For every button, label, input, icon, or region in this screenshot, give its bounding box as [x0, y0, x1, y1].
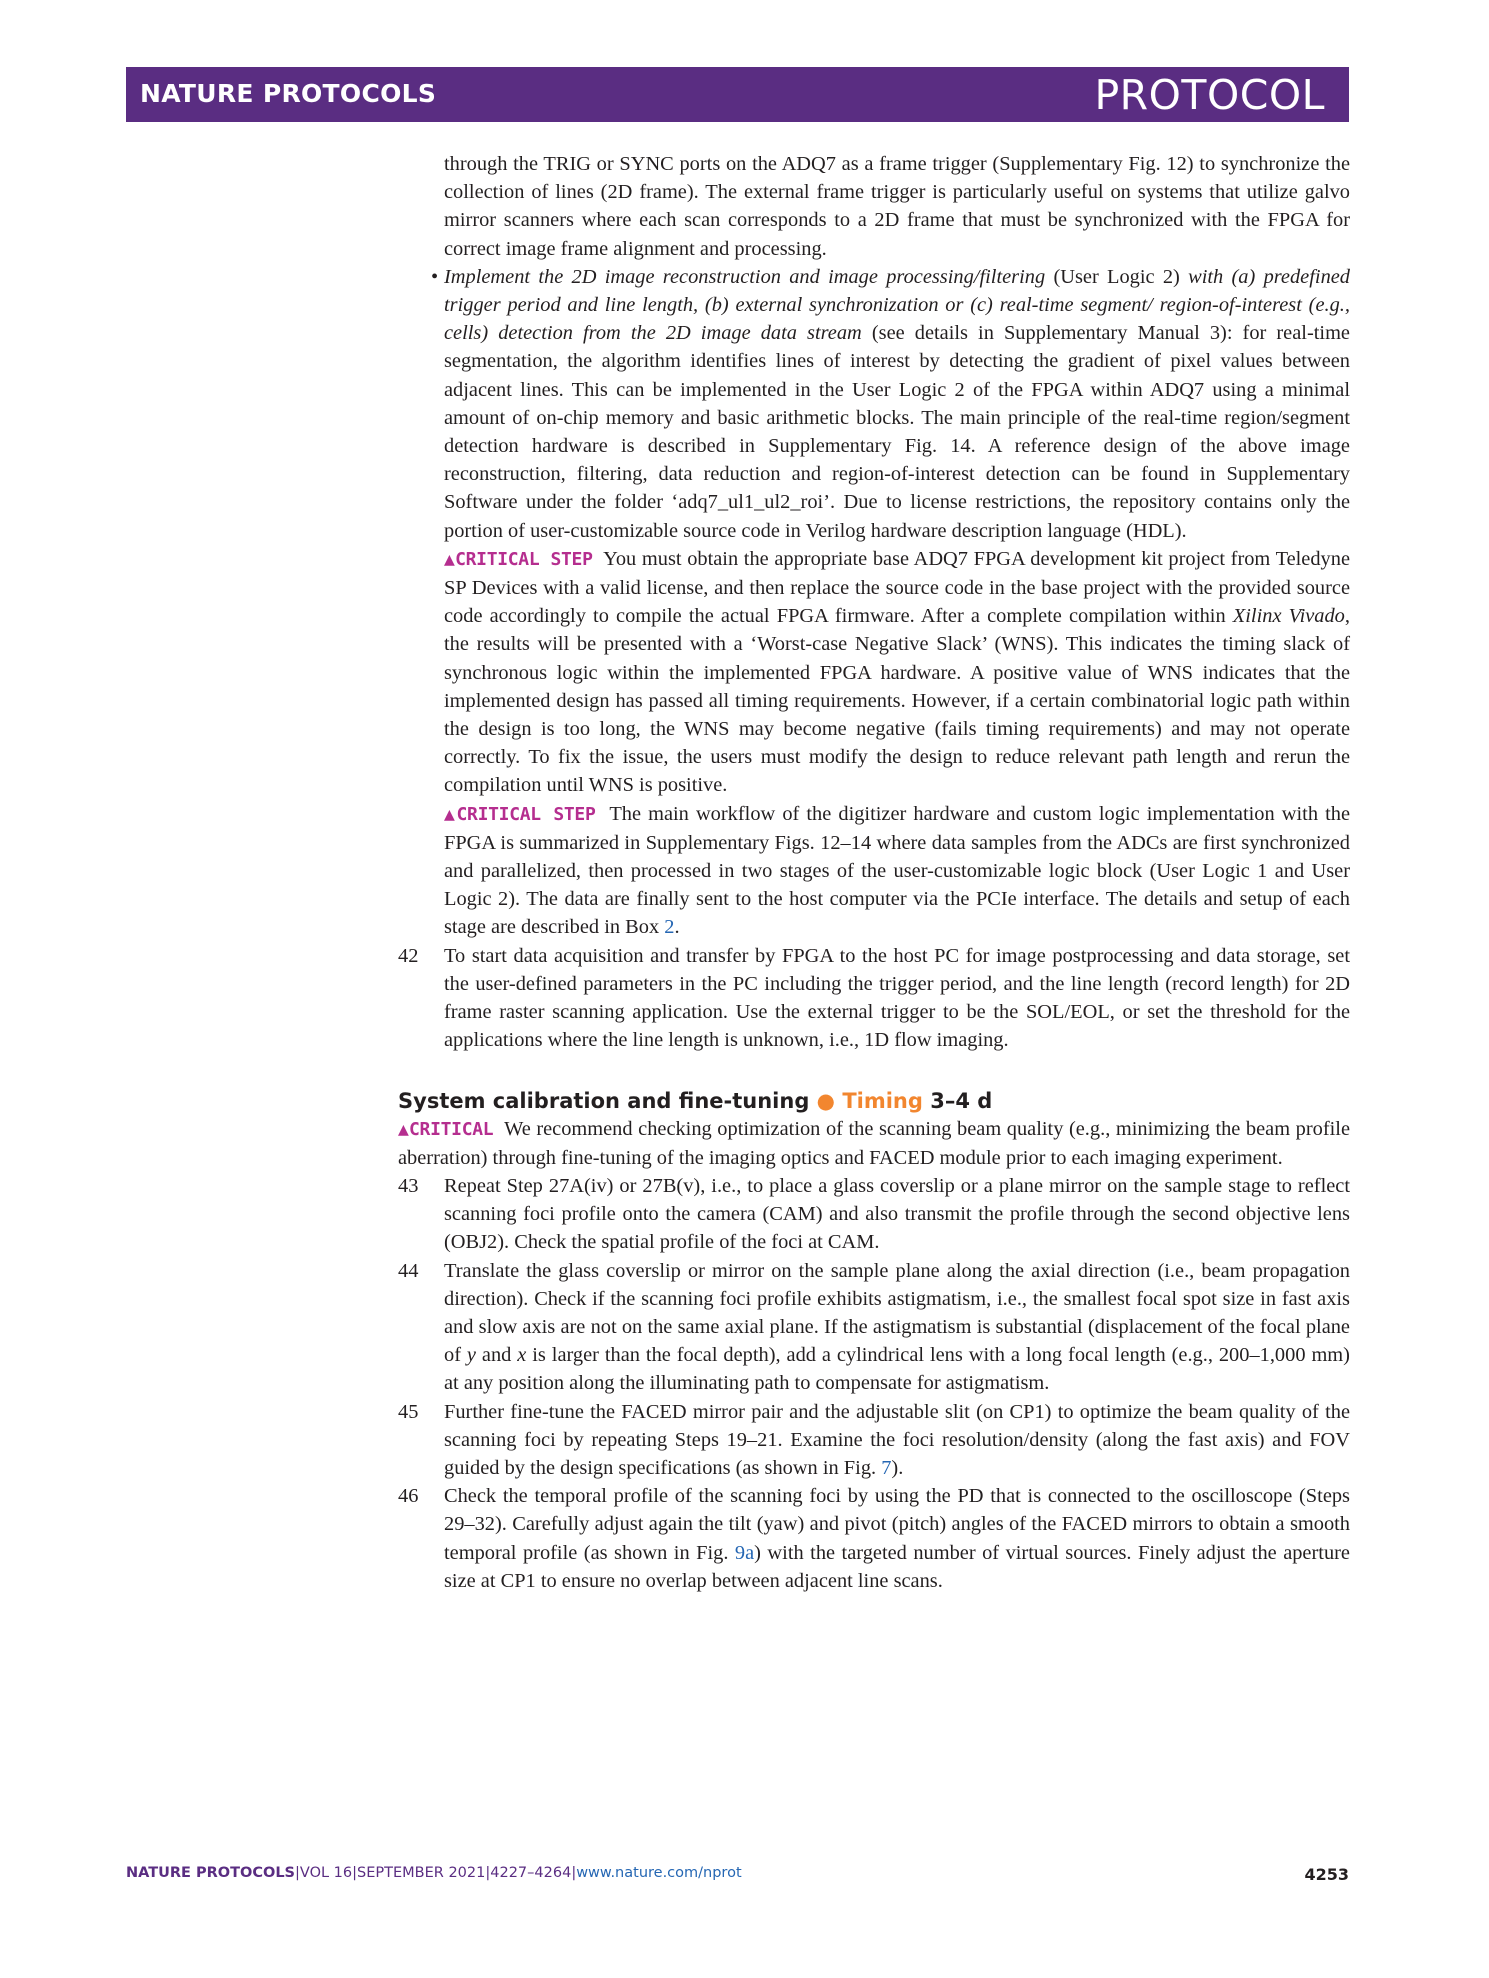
punct: ).: [891, 1456, 904, 1479]
punct: .: [674, 916, 680, 939]
critical-text: We recommend checking optimization of the scanning beam quality (e.g., minimizing the beam profile aberration) through fine-tuning of the imaging optics and FACED module prior to each imaging experiment.: [398, 1117, 1351, 1169]
step-number: 42: [398, 944, 419, 967]
critical-step-2: [398, 800, 1350, 942]
step-text-b: ) with the targeted number of virtual sources. Finely adjust the aperture size at CP1 to ensure no overlap between adjacent line scans.: [444, 1541, 1350, 1592]
timing-dot-icon: ●: [816, 1088, 835, 1113]
critical-note: [398, 1115, 1350, 1172]
critical-step-1-text: You must obtain the appropriate base ADQ7 FPGA development kit project from Teledyne SP Devices with a valid license, and then replace the source code in the base project with the provided source code accordingly to compile the actual FPGA firmware. After a complete compilation within: [444, 547, 1350, 628]
critical-step-2-text: The main workflow of the digitizer hardware and custom logic implementation with the FPGA is summarized in Supplementary Figs. 12–14 where data samples from the ADCs are first synchronized and parallelized, then processed in two stages of the user-customizable logic block (User Logic 1 and User Logic 2). The data are finally sent to the host computer via the PCIe interface. The details and setup of each stage are described in Box: [444, 802, 1351, 939]
footer-journal: NATURE PROTOCOLS: [126, 1865, 296, 1881]
var-x: x: [517, 1344, 527, 1367]
timing-label: Timing: [842, 1088, 923, 1113]
footer-url-link[interactable]: www.nature.com/nprot: [576, 1865, 742, 1881]
step-number: 45: [398, 1400, 419, 1423]
page-footer: [126, 1865, 1349, 1884]
sep: |: [295, 1865, 300, 1881]
var-y: y: [466, 1344, 476, 1367]
footer-pages: 4227–4264: [490, 1865, 572, 1881]
software-name: Xilinx Vivado: [1232, 605, 1345, 628]
step-text: Translate the glass coverslip or mirror on the sample plane along the axial direction (i.e., beam propagation direction). Check if the scanning foci profile exhibits astigmatism, i.e., the smallest focal spot size in fast axis and slow axis are not on the same axial plane. If the astigmatism is substantial (displacement of the focal plane of: [444, 1259, 1350, 1367]
critical-step-1: [398, 545, 1350, 800]
footer-date: SEPTEMBER 2021: [357, 1865, 486, 1881]
step-number: 43: [398, 1174, 419, 1197]
article-type: PROTOCOL: [1094, 71, 1325, 119]
footer-volume: VOL 16: [299, 1865, 353, 1881]
critical-label: ▲CRITICAL: [398, 1118, 494, 1140]
figure-link[interactable]: 7: [881, 1456, 892, 1479]
bullet-item: [398, 263, 1350, 545]
step-text: Check the temporal profile of the scanning foci by using the PD that is connected to the oscilloscope (Steps 29–32). Carefully adjust again the tilt (yaw) and pivot (pitch) angles of the FACED mirrors to obtain a smooth temporal profile (as shown in Fig.: [444, 1485, 1350, 1564]
step-text: To start data acquisition and transfer by FPGA to the host PC for image postprocessing and data storage, set the user-defined parameters in the PC including the trigger period, and the line length (record length) for 2D frame raster scanning application. Use the external trigger to be the SOL/EOL, or set the threshold for the applications where the line length is unknown, i.e., 1D flow imaging.: [444, 944, 1350, 1052]
bullet-italic-intro: Implement the 2D image reconstruction and image processing/filtering: [444, 265, 1046, 288]
step-text: Further fine-tune the FACED mirror pair and the adjustable slit (on CP1) to optimize the beam quality of the scanning foci by repeating Steps 19–21. Examine the foci resolution/density (along the fast axis) and FOV guided by the design specifications (as shown in Fig.: [444, 1400, 1350, 1479]
timing-value: 3–4 d: [930, 1088, 993, 1113]
box-link[interactable]: 2: [664, 916, 675, 939]
step-number: 44: [398, 1259, 419, 1282]
step-text-b: is larger than the focal depth), add a cylindrical lens with a long focal length (e.g., 200–1,000 mm) at any position along the illuminating path to compensate for astigmatism.: [444, 1344, 1350, 1395]
bullet-mid: (User Logic 2): [1053, 265, 1180, 288]
figure-link[interactable]: 9a: [734, 1541, 755, 1564]
step-44: [398, 1257, 1350, 1398]
bullet-icon: •: [431, 265, 439, 288]
step-43: [398, 1172, 1350, 1257]
continuation-paragraph: through the TRIG or SYNC ports on the ADQ7 as a frame trigger (Supplementary Fig. 12) to synchronize the collection of lines (2D frame). The external frame trigger is particularly useful on systems that utilize galvo mirror scanners where each scan corresponds to a 2D frame that must be synchronized with the FPGA for correct image frame alignment and processing.: [444, 153, 1350, 260]
sep: |: [571, 1865, 577, 1881]
step-text: Repeat Step 27A(iv) or 27B(v), i.e., to place a glass coverslip or a plane mirror on the sample stage to reflect scanning foci profile onto the camera (CAM) and also transmit the profile through the second objective lens (OBJ2). Check the spatial profile of the foci at CAM.: [444, 1174, 1350, 1254]
critical-step-1-text-b: , the results will be presented with a ‘Worst-case Negative Slack’ (WNS). This indicates the timing slack of synchronous logic within the implemented FPGA hardware. A positive value of WNS indicates that the implemented design has passed all timing requirements. However, if a certain combinatorial logic path within the design is too long, the WNS may become negative (fails timing requirements) and may not operate correctly. To fix the issue, the users must modify the design to reduce relevant path length and rerun the compilation until WNS is positive.: [444, 605, 1350, 797]
critical-step-label: ▲CRITICAL STEP: [444, 548, 593, 570]
step-45: [398, 1398, 1350, 1483]
step-46: [398, 1482, 1350, 1595]
step-42: [398, 942, 1350, 1055]
page-number: 4253: [1304, 1865, 1349, 1884]
section-title: System calibration and fine-tuning: [398, 1088, 810, 1113]
bullet-text: (see details in Supplementary Manual 3): for real-time segmentation, the algorithm identifies lines of interest by detecting the gradient of pixel values between adjacent lines. This can be implemented in the User Logic 2 of the FPGA within ADQ7 using a minimal amount of on-chip memory and basic arithmetic blocks. The main principle of the real-time region/segment detection hardware is described in Supplementary Fig. 14. A reference design of the above image reconstruction, filtering, data reduction and region-of-interest detection can be found in Supplementary Software under the folder ‘adq7_ul1_ul2_roi’. Due to license restrictions, the repository contains only the portion of user-customizable source code in Verilog hardware description language (HDL).: [444, 322, 1350, 542]
critical-step-label: ▲CRITICAL STEP: [444, 803, 596, 825]
section-heading: [398, 1087, 1350, 1115]
sep: |: [485, 1865, 491, 1881]
sep: |: [352, 1865, 358, 1881]
step-number: 46: [398, 1485, 419, 1508]
word-and: and: [481, 1344, 512, 1367]
journal-name: NATURE PROTOCOLS: [140, 79, 437, 108]
bullet-italic-rest: with (a) predefined trigger period and line length, (b) external synchronization or (c) real-time segment/ region-of-interest (e.g., cells) detection from the 2D image data stream: [444, 265, 1351, 345]
page-header: [126, 67, 1349, 122]
main-text: [398, 150, 1350, 1595]
